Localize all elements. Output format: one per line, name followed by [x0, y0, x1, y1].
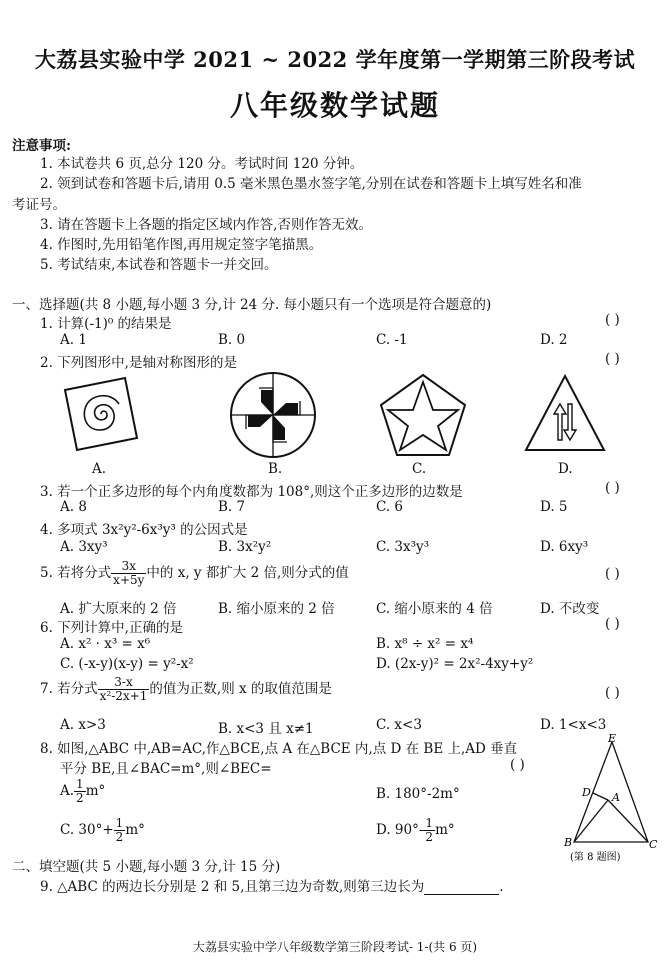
q6-option-d: D. (2x-y)² = 2x²-4xy+y²	[376, 656, 534, 672]
q5-stem-post: 中的 x, y 都扩大 2 倍,则分式的值	[146, 565, 349, 581]
q8-label-b: B	[564, 836, 573, 849]
q8-a-numerator: 1	[76, 777, 84, 791]
q7-option-b: B. x<3 且 x≠1	[218, 721, 314, 737]
notice-item-2: 2. 领到试卷和答题卡后,请用 0.5 毫米黑色墨水签字笔,分别在试卷和答题卡上填写姓名和准	[40, 176, 582, 192]
q3-stem: 3. 若一个正多边形的每个内角度数都为 108°,则这个正多边形的边数是	[40, 484, 463, 500]
q7-stem	[40, 676, 332, 703]
q8-d-denominator: 2	[425, 830, 434, 844]
q4-stem: 4. 多项式 3x²y²-6x³y³ 的公因式是	[40, 522, 248, 538]
q8-option-a-fraction	[74, 778, 86, 805]
q8-option-a-label: A.	[60, 783, 75, 799]
q6-stem: 6. 下列计算中,正确的是	[40, 620, 183, 636]
exam-subtitle: 八年级数学试题	[229, 89, 440, 122]
q2-label-c: C.	[412, 461, 427, 477]
q8-figure-caption: (第 8 题图)	[570, 852, 621, 863]
q5-option-c: C. 缩小原来的 4 倍	[376, 601, 493, 617]
q1-option-c: C. -1	[376, 332, 408, 348]
q5-numerator: 3x	[111, 560, 146, 574]
q6-option-b: B. x⁸ ÷ x² = x⁴	[376, 636, 474, 652]
spiral-square-figure	[55, 370, 145, 460]
notice-heading: 注意事项:	[12, 138, 71, 154]
q8-label-d: D	[582, 786, 591, 799]
pentagon-star-figure	[378, 372, 468, 458]
q8-stem-line1: 8. 如图,△ABC 中,AB=AC,作△BCE,点 A 在△BCE 内,点 D 在 BE 上,AD 垂直	[40, 741, 518, 757]
q1-option-a: A. 1	[60, 332, 87, 348]
q8-option-b: B. 180°-2m°	[376, 786, 460, 802]
q8-option-c-unit: m°	[125, 822, 145, 838]
q8-answer-paren: ( )	[510, 757, 525, 773]
q8-option-c	[60, 817, 145, 844]
q1-stem: 1. 计算(-1)⁰ 的结果是	[40, 316, 172, 332]
q1-answer-paren: ( )	[605, 312, 620, 328]
q9-stem	[40, 875, 504, 895]
section2-heading: 二、填空题(共 5 小题,每小题 3 分,计 15 分)	[12, 859, 281, 875]
q7-stem-pre: 7. 若分式	[40, 681, 98, 697]
q9-text: 9. △ABC 的两边长分别是 2 和 5,且第三边为奇数,则第三边长为	[40, 879, 425, 895]
notice-item-1: 1. 本试卷共 6 页,总分 120 分。考试时间 120 分钟。	[40, 156, 364, 172]
q4-option-d: D. 6xy³	[540, 539, 589, 555]
q2-label-a: A.	[92, 461, 107, 477]
q8-label-c: C	[649, 838, 658, 851]
q7-option-d: D. 1<x<3	[540, 717, 607, 733]
q5-option-b: B. 缩小原来的 2 倍	[218, 601, 335, 617]
q2-label-d: D.	[558, 461, 573, 477]
q3-answer-paren: ( )	[605, 480, 620, 496]
q5-stem	[40, 560, 349, 587]
q8-d-numerator: 1	[425, 816, 434, 830]
q8-a-denominator: 2	[76, 791, 84, 805]
q5-denominator: x+5y	[113, 573, 145, 587]
q3-option-c: C. 6	[376, 499, 404, 515]
q7-option-c: C. x<3	[376, 717, 422, 733]
notice-item-3: 3. 请在答题卡上各题的指定区域内作答,否则作答无效。	[40, 217, 372, 233]
q3-option-a: A. 8	[60, 499, 87, 515]
q9-end: .	[499, 879, 504, 895]
q8-c-numerator: 1	[115, 816, 124, 830]
q7-numerator: 3-x	[98, 676, 150, 690]
section1-heading: 一、选择题(共 8 小题,每小题 3 分,计 24 分. 每小题只有一个选项是符合题意的)	[12, 297, 492, 313]
notice-item-4: 4. 作图时,先用铅笔作图,再用规定签字笔描黑。	[40, 237, 323, 253]
page-footer: 大荔县实验中学八年级数学第三阶段考试- 1-(共 6 页)	[192, 940, 478, 954]
q7-denominator: x²-2x+1	[99, 689, 148, 703]
q7-stem-post: 的值为正数,则 x 的取值范围是	[149, 681, 332, 697]
q5-fraction	[111, 560, 146, 587]
q4-option-b: B. 3x²y²	[218, 539, 272, 555]
q8-option-d-unit: m°	[435, 822, 455, 838]
q1-option-d: D. 2	[540, 332, 568, 348]
notice-item-5: 5. 考试结束,本试卷和答题卡一并交回。	[40, 257, 278, 273]
q8-option-d	[376, 817, 455, 844]
exam-title: 大荔县实验中学 2021 ~ 2022 学年度第一学期第三阶段考试	[34, 47, 636, 72]
q8-option-c-fraction	[114, 817, 126, 844]
q7-option-a: A. x>3	[60, 717, 106, 733]
q8-option-d-fraction	[423, 817, 435, 844]
q7-answer-paren: ( )	[605, 685, 620, 701]
q4-option-c: C. 3x³y³	[376, 539, 430, 555]
warning-triangle-arrows-figure	[522, 372, 608, 454]
q8-c-denominator: 2	[115, 830, 124, 844]
q5-stem-pre: 5. 若将分式	[40, 565, 112, 581]
q2-stem: 2. 下列图形中,是轴对称图形的是	[40, 355, 237, 371]
q8-option-a	[60, 778, 105, 805]
q5-option-d: D. 不改变	[540, 601, 600, 617]
q6-option-c: C. (-x-y)(x-y) = y²-x²	[60, 656, 194, 672]
q8-stem-line2: 平分 BE,且∠BAC=m°,则∠BEC=	[60, 761, 272, 777]
notice-item-2-cont: 考证号。	[12, 197, 66, 213]
q8-label-a: A	[612, 791, 620, 804]
q8-option-a-unit: m°	[85, 783, 106, 799]
q5-answer-paren: ( )	[605, 566, 620, 582]
q7-fraction	[98, 676, 150, 703]
q6-option-a: A. x² · x³ = x⁶	[60, 636, 151, 652]
q9-answer-blank[interactable]	[424, 882, 499, 895]
q5-option-a: A. 扩大原来的 2 倍	[60, 601, 177, 617]
q8-option-d-label: D. 90°-	[376, 822, 424, 838]
q8-triangle-figure	[560, 730, 664, 866]
q1-option-b: B. 0	[218, 332, 246, 348]
q6-answer-paren: ( )	[605, 616, 620, 632]
q8-option-c-label: C. 30°+	[60, 822, 114, 838]
q3-option-b: B. 7	[218, 499, 246, 515]
q2-answer-paren: ( )	[605, 351, 620, 367]
q8-label-e: E	[608, 732, 617, 745]
q3-option-d: D. 5	[540, 499, 568, 515]
q2-label-b: B.	[268, 461, 283, 477]
swastika-circle-figure	[223, 370, 323, 460]
q4-option-a: A. 3xy³	[60, 539, 108, 555]
